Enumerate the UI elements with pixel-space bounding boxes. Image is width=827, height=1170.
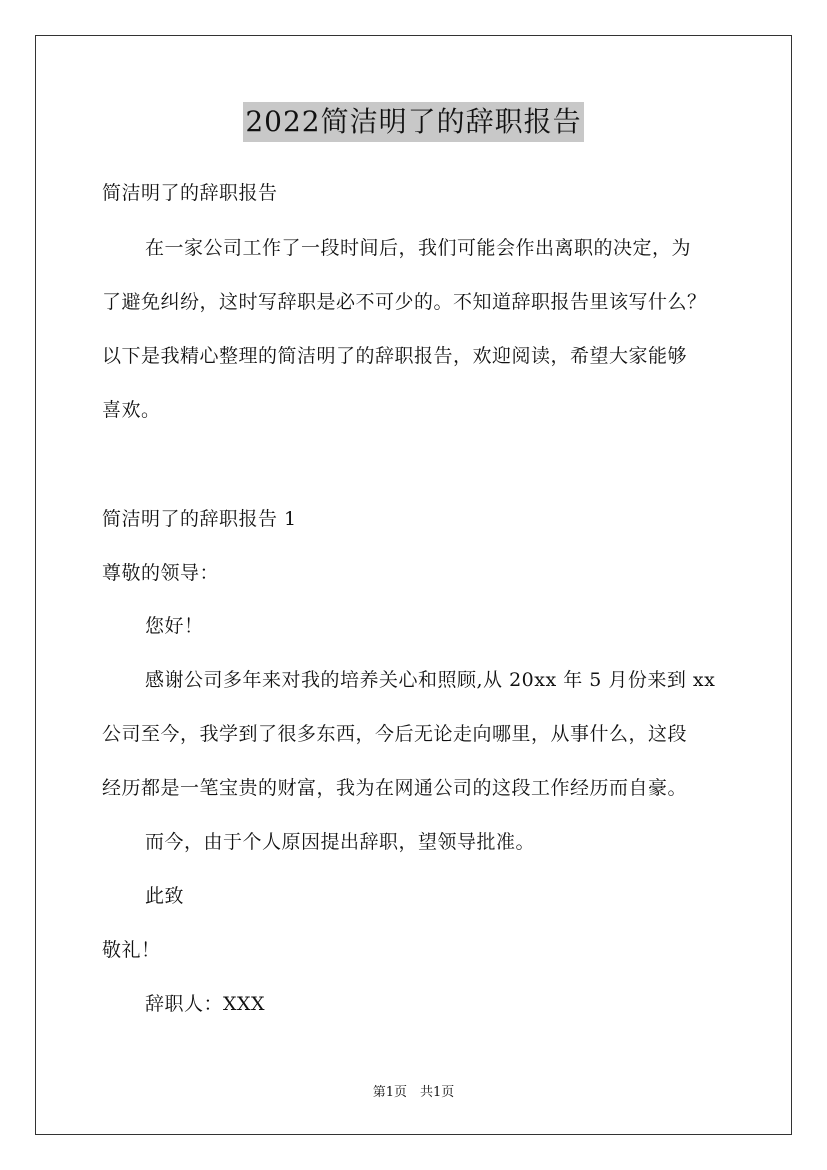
closing-line-2: 敬礼！	[102, 939, 161, 961]
page-footer: 第1页 共1页	[372, 1085, 455, 1100]
body-line-1: 感谢公司多年来对我的培养关心和照顾,从 20xx 年 5 月份来到 xx	[145, 669, 716, 691]
intro-line-1: 在一家公司工作了一段时间后，我们可能会作出离职的决定，为	[145, 237, 692, 259]
body-line-3: 经历都是一笔宝贵的财富，我为在网通公司的这段工作经历而自豪。	[102, 777, 688, 799]
signature: 辞职人：XXX	[145, 993, 266, 1015]
section-title: 简洁明了的辞职报告 1	[102, 508, 297, 530]
intro-line-2: 了避免纠纷，这时写辞职是必不可少的。不知道辞职报告里该写什么？	[102, 291, 707, 313]
greeting: 您好！	[145, 615, 204, 637]
intro-line-3: 以下是我精心整理的简洁明了的辞职报告，欢迎阅读，希望大家能够	[102, 345, 688, 367]
request-line: 而今，由于个人原因提出辞职，望领导批准。	[145, 831, 536, 853]
document-title: 2022简洁明了的辞职报告	[243, 102, 583, 142]
intro-line-4: 喜欢。	[102, 399, 161, 421]
document-title-wrap	[0, 102, 827, 142]
body-line-2: 公司至今，我学到了很多东西，今后无论走向哪里，从事什么，这段	[102, 723, 688, 745]
salutation: 尊敬的领导：	[102, 562, 220, 584]
subtitle: 简洁明了的辞职报告	[102, 182, 278, 204]
closing-line-1: 此致	[145, 885, 185, 907]
